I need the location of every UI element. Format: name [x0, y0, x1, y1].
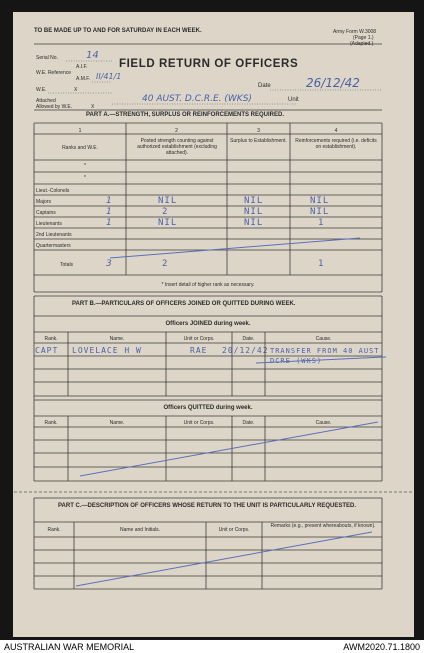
date-value: 26/12/42: [306, 76, 360, 90]
col-header-reinforcements: Reinforcements required (i.e. deficits on establishment).: [295, 138, 377, 150]
joined-name: LOVELACE H W: [72, 346, 142, 355]
joined-col-unit: Unit or Corps.: [183, 336, 215, 342]
form-title: FIELD RETURN OF OFFICERS: [119, 58, 299, 70]
instruction-text: TO BE MADE UP TO AND FOR SATURDAY IN EACH WEEK.: [34, 28, 202, 34]
quitted-col-name: Name.: [109, 420, 125, 426]
quitted-col-date: Date.: [242, 420, 255, 426]
allowed-x-label: X: [91, 104, 95, 110]
part-a-title: PART A.—STRENGTH, SURPLUS OR REINFORCEMENTS REQUIRED.: [86, 112, 285, 118]
joined-col-cause: Cause.: [315, 336, 332, 342]
joined-cause: TRANSFER FROM 40 AUST DCRE (WKS): [270, 347, 380, 365]
majors-surplus: NIL: [244, 196, 264, 206]
totals-label: Totals: [60, 262, 74, 268]
lieutenants-surplus: NIL: [244, 218, 264, 228]
army-form-number: Army Form W.3008: [333, 29, 377, 35]
date-label: Date: [258, 83, 271, 89]
rank-star-1: *: [84, 163, 86, 169]
rank-quartermasters: Quartermasters: [36, 243, 71, 249]
majors-reinforcements: NIL: [310, 196, 330, 206]
joined-title: Officers JOINED during week.: [165, 321, 251, 327]
lieutenants-reinforcements: 1: [318, 218, 325, 228]
majors-we: 1: [106, 196, 112, 206]
col-header-ranks: Ranks and W.E.: [62, 145, 98, 151]
joined-col-date: Date.: [242, 336, 255, 342]
lieutenants-we: 1: [106, 218, 112, 228]
adapted-note: (Adapted.): [350, 41, 374, 47]
we-x-label: X: [74, 87, 78, 93]
quitted-col-rank: Rank.: [44, 420, 58, 426]
quitted-col-unit: Unit or Corps.: [183, 420, 215, 426]
captains-surplus: NIL: [244, 207, 264, 217]
totals-we: 3: [106, 259, 112, 269]
partc-col-unit: Unit or Corps.: [218, 527, 250, 533]
unit-label: Unit: [288, 97, 299, 103]
rank-2nd-lieutenants: 2nd Lieutenants: [36, 232, 72, 238]
rank-captains: Captains: [36, 210, 56, 216]
footer-accession: AWM2020.71.1800: [343, 642, 420, 652]
we-label: W.E.: [36, 87, 47, 93]
allowed-label: Allowed by W.E.: [36, 104, 73, 110]
aif-label: A.I.F.: [76, 64, 88, 70]
joined-col-rank: Rank.: [44, 336, 58, 342]
col-number-4: 4: [334, 128, 338, 134]
joined-rank: CAPT: [35, 346, 59, 355]
col-header-posted: Posted strength counting against authorized establishment (excluding attached).: [137, 138, 217, 156]
part-a-footnote: * Insert detail of higher rank as necessary.: [161, 282, 255, 288]
partc-col-name: Name and Initials.: [119, 527, 161, 533]
page-number: (Page 1.): [353, 35, 374, 41]
amf-label: A.M.F.: [76, 76, 91, 82]
captains-strength: 2: [162, 207, 169, 217]
col-header-surplus: Surplus to Establishment.: [230, 138, 287, 144]
serial-label: Serial No.: [36, 55, 58, 61]
totals-reinforcements: 1: [318, 259, 325, 269]
totals-strength: 2: [162, 259, 169, 269]
we-reference-label: W.E. Reference: [36, 70, 72, 76]
rank-lieut-colonels: Lieut.-Colonels: [36, 188, 70, 194]
quitted-col-cause: Cause.: [315, 420, 332, 426]
col-number-2: 2: [175, 128, 178, 134]
joined-date: 20/12/42: [222, 346, 269, 355]
part-c-title: PART C.—DESCRIPTION OF OFFICERS WHOSE RETURN TO THE UNIT IS PARTICULARLY REQUESTED.: [58, 503, 357, 509]
rank-star-2: *: [84, 175, 86, 181]
captains-reinforcements: NIL: [310, 207, 330, 217]
lieutenants-strength: NIL: [158, 218, 178, 228]
serial-value: 14: [86, 50, 99, 61]
footer-credit: AUSTRALIAN WAR MEMORIAL: [4, 642, 135, 652]
unit-value: 40 AUST. D.C.R.E. (WKS): [142, 94, 252, 104]
col-number-3: 3: [257, 128, 260, 134]
captains-we: 1: [106, 207, 112, 217]
majors-strength: NIL: [158, 196, 178, 206]
attached-label: Attached: [36, 98, 56, 104]
joined-col-name: Name.: [109, 336, 125, 342]
partc-col-rank: Rank.: [47, 527, 61, 533]
rank-majors: Majors: [36, 199, 52, 205]
partc-col-remarks: Remarks (e.g., present whereabouts, if known).: [270, 523, 376, 529]
col-number-1: 1: [78, 128, 82, 134]
amf-value: II/41/1: [96, 72, 122, 81]
part-b-title: PART B.—PARTICULARS OF OFFICERS JOINED OR QUITTED DURING WEEK.: [72, 301, 296, 307]
joined-unit: RAE: [190, 346, 208, 355]
rank-lieutenants: Lieutenants: [36, 221, 62, 227]
quitted-title: Officers QUITTED during week.: [163, 405, 253, 411]
